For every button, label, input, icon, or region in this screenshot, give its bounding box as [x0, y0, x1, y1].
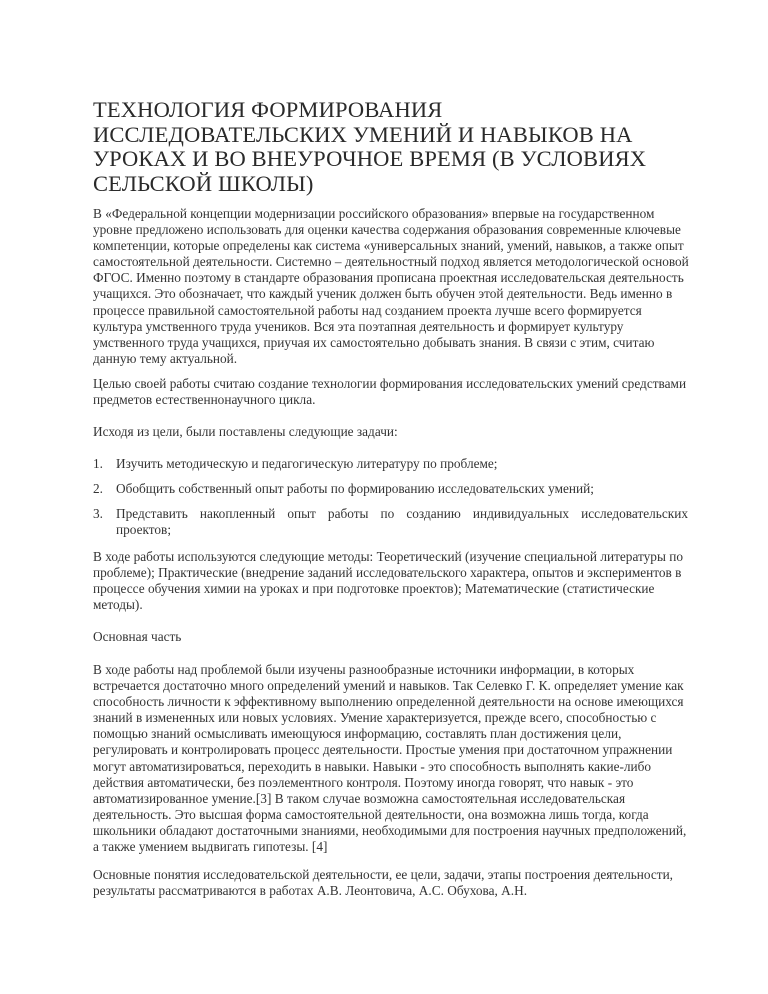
intro-paragraph: В «Федеральной концепции модернизации российского образования» впервые на государственном уровне предложено использовать для оценки качества содержания образования современные ключевые компетенции, которые определены как система «универсальных знаний, умений, навыков, а также опыт самостоятельной деятельности. Системно – деятельностный подход является методологической основой ФГОС. Именно поэтому в стандарте образования прописана проектная исследовательская деятельность учащихся. Это обозначает, что каждый ученик должен быть обучен этой деятельности. Ведь именно в процессе правильной самостоятельной работы над созданием проекта лучше всего формируется культура умственного труда учеников. Вся эта поэтапная деятельность и формирует культуру умственного труда учащихся, приучая их самостоятельно добывать знания. В связи с этим, считаю данную тему актуальной.: [93, 206, 689, 366]
task-number: 2.: [93, 481, 103, 497]
task-item: [93, 456, 688, 472]
task-text: Представить накопленный опыт работы по созданию индивидуальных исследовательских проектов;: [116, 506, 688, 538]
goal-paragraph: Целью своей работы считаю создание технологии формирования исследовательских умений средствами предметов естественнонаучного цикла.: [93, 376, 687, 408]
document-title: ТЕХНОЛОГИЯ ФОРМИРОВАНИЯ ИССЛЕДОВАТЕЛЬСКИХ УМЕНИЙ И НАВЫКОВ НА УРОКАХ И ВО ВНЕУРОЧНОЕ ВРЕМЯ (В УСЛОВИЯХ СЕЛЬСКОЙ ШКОЛЫ): [93, 97, 647, 196]
task-item: [93, 481, 688, 497]
methods-paragraph: В ходе работы используются следующие методы: Теоретический (изучение специальной литературы по проблеме); Практические (внедрение заданий исследовательского характера, опытов и экспериментов в процессе обучения химии на уроках и при подготовке проектов); Математические (статистические методы).: [93, 549, 683, 613]
tasks-intro: Исходя из цели, были поставлены следующие задачи:: [93, 424, 398, 439]
task-text: Изучить методическую и педагогическую литературу по проблеме;: [116, 456, 498, 471]
task-item: [93, 506, 688, 538]
main-paragraph-1: В ходе работы над проблемой были изучены разнообразные источники информации, в которых встречается достаточно много определений умений и навыков. Так Селевко Г. К. определяет умение как способность личности к эффективному выполнению определенной деятельности на основе имеющихся знаний в измененных или новых условиях. Умение характеризуется, прежде всего, способностью с помощью знаний осмысливать имеющуюся информацию, составлять план достижения цели, регулировать и контролировать процесс деятельности. Простые умения при достаточном упражнении могут автоматизироваться, переходить в навыки. Навыки - это способность выполнять какие-либо действия автоматически, без поэлементного контроля. Поэтому иногда говорят, что навык - это автоматизированное умение.[3] В таком случае возможна самостоятельная исследовательская деятельность. Это высшая форма самостоятельной деятельности, она возможна лишь тогда, когда школьники обладают достаточными знаниями, необходимыми для построения научных предположений, а также умением выдвигать гипотезы. [4]: [93, 662, 687, 855]
task-number: 3.: [93, 506, 103, 522]
task-number: 1.: [93, 456, 103, 471]
main-part-heading: Основная часть: [93, 629, 182, 644]
main-paragraph-2: Основные понятия исследовательской деятельности, ее цели, задачи, этапы построения деятельности, результаты рассматриваются в работах А.В. Леонтовича, А.С. Обухова, А.Н.: [93, 867, 674, 899]
task-text: Обобщить собственный опыт работы по формированию исследовательских умений;: [116, 481, 594, 497]
tasks-list: [93, 456, 688, 547]
